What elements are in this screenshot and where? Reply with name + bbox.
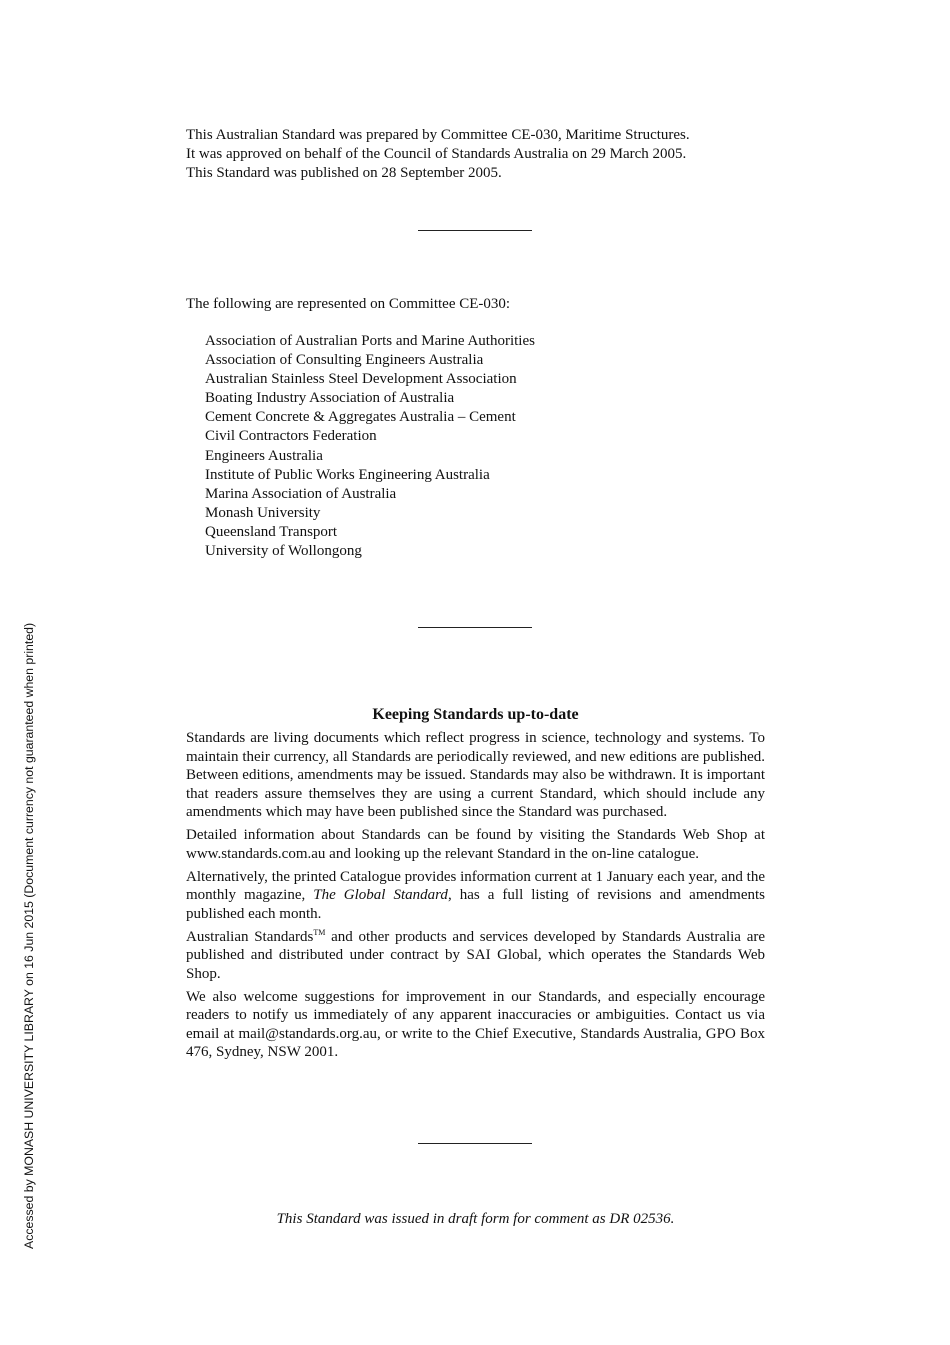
list-item: Engineers Australia: [205, 447, 323, 464]
paragraph: We also welcome suggestions for improvement in our Standards, and especially encourage readers to notify us immediately of any apparent inaccuracies or ambiguities. Contact us via email at mail@standards.org.au, or write to the Chief Executive, Standards Australia, GPO Box 476, Sydney, NSW 2001.: [186, 988, 765, 1060]
list-item: Boating Industry Association of Australia: [205, 390, 455, 407]
list-item: Monash University: [205, 504, 321, 521]
paragraph: Standards are living documents which reflect progress in science, technology and systems. To maintain their currency, all Standards are periodically reviewed, and new editions are published. Between editions, amendments may be issued. Standards may also be withdrawn. It is important that readers assure themselves they are using a current Standard, which should include any amendments which may have been published since the Standard was purchased.: [186, 730, 765, 820]
list-item: Australian Stainless Steel Development Association: [205, 371, 517, 388]
list-item: University of Wollongong: [205, 543, 362, 560]
paragraph: Detailed information about Standards can be found by visiting the Standards Web Shop at www.standards.com.au and looking up the relevant Standard in the on-line catalogue.: [186, 827, 765, 862]
list-item: Civil Contractors Federation: [205, 428, 377, 445]
paragraph: [186, 868, 765, 924]
list-item: Cement Concrete & Aggregates Australia – Cement: [205, 409, 516, 426]
keeping-standards-body: [186, 729, 765, 1066]
intro-line: This Australian Standard was prepared by Committee CE-030, Maritime Structures.: [186, 127, 690, 143]
committee-member-list: [205, 332, 535, 561]
intro-line: This Standard was published on 28 September 2005.: [186, 165, 502, 181]
draft-note: This Standard was issued in draft form for comment as DR 02536.: [276, 1211, 675, 1227]
paragraph-text: and other products and services developed by Standards Australia are published and distributed under contract by SAI Global, which operates the Standards Web Shop.: [186, 928, 766, 982]
divider-rule: [418, 627, 532, 628]
list-item: Institute of Public Works Engineering Australia: [205, 466, 490, 483]
list-item: Marina Association of Australia: [205, 485, 397, 502]
divider-rule: [418, 1143, 532, 1144]
section-heading: Keeping Standards up-to-date: [372, 706, 579, 723]
list-item: Queensland Transport: [205, 523, 338, 540]
paragraph-text: Australian Standards: [186, 928, 314, 945]
magazine-title: The Global Standard: [313, 887, 448, 903]
paragraph-text: Alternatively, the printed Catalogue provides information current at 1 January each year, and the monthly magazine,: [186, 868, 765, 903]
divider-rule: [418, 230, 532, 231]
paragraph-text: , has a full listing of revisions and amendments published each month.: [186, 887, 765, 922]
list-item: Association of Australian Ports and Marine Authorities: [205, 333, 535, 349]
trademark-mark: TM: [313, 927, 326, 937]
paragraph: [186, 928, 765, 984]
list-item: Association of Consulting Engineers Australia: [205, 352, 484, 369]
access-watermark: Accessed by MONASH UNIVERSITY LIBRARY on 16 Jun 2015 (Document currency not guaranteed when printed): [22, 622, 36, 1249]
preparation-statement: [186, 126, 776, 183]
intro-line: It was approved on behalf of the Council of Standards Australia on 29 March 2005.: [186, 146, 687, 162]
committee-lead-text: The following are represented on Committee CE-030:: [186, 296, 511, 312]
